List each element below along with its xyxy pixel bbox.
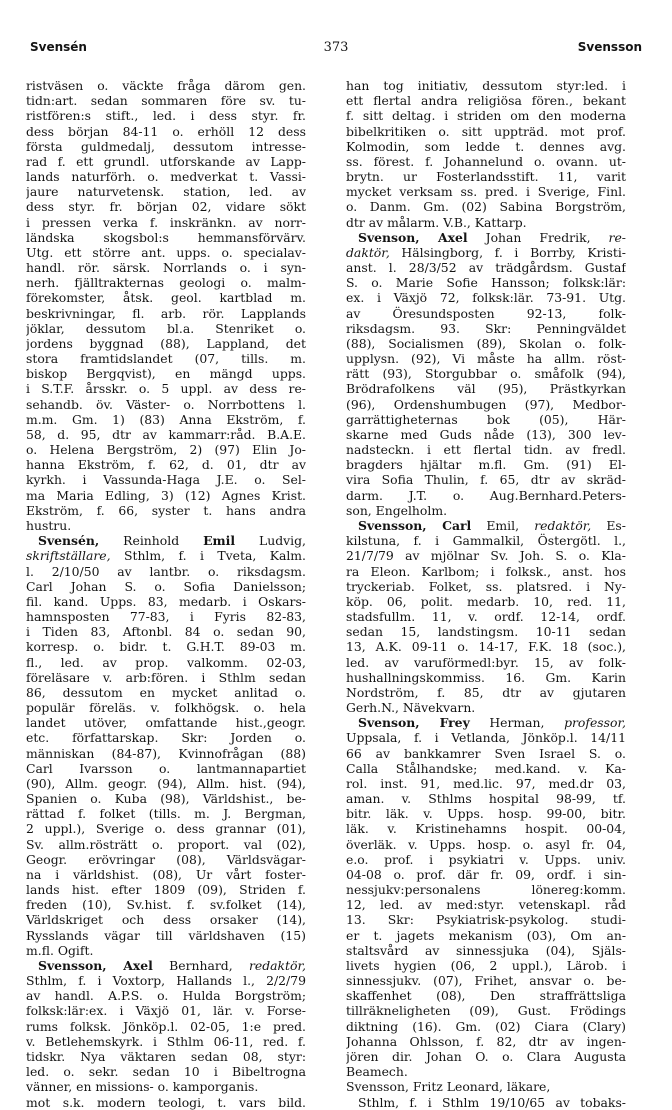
text-line: (90), Allm. geogr. (94), Allm. hist. (94), (26, 775, 306, 791)
text-line: Gerh.N., Nävekvarn. (346, 700, 476, 716)
text-line: darm. J.T. o. Aug.Bernhard.Peters- (346, 487, 626, 503)
text-line: 2 uppl.), Sverige o. dess grannar (01), (26, 821, 306, 837)
text-line: o. Danm. Gm. (02) Sabina Borgström, (346, 199, 626, 215)
entry-heading-line: Svenson, Frey Herman, professor, (358, 715, 626, 731)
text-line: brytn. ur Fosterlandsstift. 11, varit (346, 169, 626, 185)
text-line: skaffenhet (08), Den straffrättsliga (346, 988, 626, 1004)
text-line: garrättigheternas bok (05), Här- (346, 411, 626, 427)
text-line: stora framtidslandet (07, tills. m. (26, 351, 306, 367)
text-line: daktör, Hälsingborg, f. i Borrby, Kristi- (346, 244, 626, 260)
text-line: i pressen verka f. inskränkn. av norr- (26, 214, 306, 230)
text-line: Sthlm, f. i Voxtorp, Hallands l., 2/2/79 (26, 973, 306, 989)
text-line: Uppsala, f. i Vetlanda, Jönköp.l. 14/11 (346, 730, 626, 746)
text-line: sinnessjukv. (07), Frihet, ansvar o. be- (346, 973, 626, 989)
text-line: hanna Ekström, f. 62, d. 01, dtr av (26, 457, 306, 473)
text-line: av handl. A.P.S. o. Hulda Borgström; (26, 988, 306, 1004)
text-line: folksk:lär:ex. i Växjö 01, lär. v. Forse- (26, 1003, 306, 1019)
text-line: fil. kand. Upps. 83, medarb. i Oskars- (26, 593, 306, 609)
text-line: sedan 15, landstingsm. 10-11 sedan (346, 624, 626, 640)
text-line: m.m. Gm. 1) (83) Anna Ekström, f. (26, 411, 306, 427)
text-line: vira Sofia Thulin, f. 65, dtr av skräd- (346, 472, 626, 488)
text-line: diktning (16). Gm. (02) Ciara (Clary) (346, 1018, 626, 1034)
text-line: Nordström, f. 85, dtr av gjutaren (346, 684, 626, 700)
text-line: staltsvård av sinnessjuka (04), Själs- (346, 942, 626, 958)
text-line: rums folksk. Jönköp.l. 02-05, 1:e pred. (26, 1018, 306, 1034)
running-head-left: Svensén (30, 40, 87, 54)
text-line: aman. v. Sthlms hospital 98-99, tf. (346, 791, 626, 807)
text-line: o. Helena Bergström, 2) (97) Elin Jo- (26, 442, 306, 458)
page-number: 373 (323, 40, 349, 55)
left-column (26, 78, 306, 1110)
entry-heading-line: Svensén, Reinhold Emil Ludvig, (38, 533, 306, 549)
text-line: ristväsen o. väckte fråga därom gen. (26, 78, 306, 93)
text-line: dess styr. fr. början 02, vidare sökt (26, 199, 306, 215)
text-line: ländska skogsbol:s hemmansförvärv. (26, 229, 306, 245)
text-line: människan (84-87), Kvinnofrågan (88) (26, 745, 306, 761)
text-line: bibelkritiken o. sitt uppträd. mot prof. (346, 123, 626, 139)
text-line: dtr av målarm. V.B., Kattarp. (346, 214, 527, 230)
text-line: kyrkh. i Vassunda-Haga J.E. o. Sel- (26, 472, 306, 488)
text-line: hushallningskommiss. 16. Gm. Karin (346, 669, 626, 685)
text-line: er t. jagets mekanism (03), Om an- (346, 927, 626, 943)
text-line: mycket verksam ss. pred. i Sverige, Finl. (346, 184, 626, 200)
text-line: Världskriget och dess orsaker (14), (26, 912, 306, 928)
text-line: e.o. prof. i psykiatri v. Upps. univ. (346, 851, 626, 867)
text-line: vänner, en missions- o. kamporganis. (26, 1079, 259, 1095)
text-line: nadsteckn. i ett flertal tidn. av fredl. (346, 442, 626, 458)
text-line: rättad f. folket (tills. m. J. Bergman, (26, 806, 306, 822)
text-line: S. o. Marie Sofie Hansson; folksk:lär: (346, 275, 626, 291)
text-line: rol. inst. 91, med.lic. 97, med.dr 03, (346, 775, 626, 791)
text-line: ss. förest. f. Johannelund o. ovann. ut- (346, 153, 626, 169)
text-line: jaure naturvetensk. station, led. av (26, 184, 306, 200)
text-line: tidn:art. sedan sommaren före sv. tu- (26, 93, 306, 109)
text-line: upplysn. (92), Vi måste ha allm. röst- (346, 351, 626, 367)
text-line: jordens byggnad (88), Lappland, det (26, 335, 306, 351)
text-line: fl., led. av prop. valkomm. 02-03, (26, 654, 306, 670)
text-line: anst. l. 28/3/52 av trädgårdsm. Gustaf (346, 260, 626, 276)
text-line: (96), Ordenshumbugen (97), Medbor- (346, 396, 626, 412)
text-line: av Öresundsposten 92-13, folk- (346, 305, 626, 321)
text-line: nerh. fjälltrakternas geologi o. malm- (26, 275, 306, 291)
text-line: etc. författarskap. Skr: Jorden o. (26, 730, 306, 746)
text-line: första guldmedalj, dessutom intresse- (26, 138, 306, 154)
text-line: han tog initiativ, dessutom styr:led. i (346, 78, 626, 93)
text-line: handl. rör. särsk. Norrlands o. i syn- (26, 260, 306, 276)
text-line: skarne med Guds nåde (13), 300 lev- (346, 426, 626, 442)
text-line: ristfören:s stift., led. i dess styr. fr. (26, 108, 306, 124)
text-line: Ekström, f. 66, syster t. hans andra (26, 502, 306, 518)
text-line: sehandb. öv. Väster- o. Norrbottens l. (26, 396, 306, 412)
text-line: jören dir. Johan O. o. Clara Augusta (346, 1049, 626, 1064)
text-line: 21/7/79 av mjölnar Sv. Joh. S. o. Kla- (346, 548, 626, 564)
text-line: Utg. ett större ant. upps. o. specialav- (26, 244, 306, 260)
text-line: föreläsare v. arb:fören. i Sthlm sedan (26, 669, 306, 685)
entry-heading-line: Svenson, Axel Johan Fredrik, re- (358, 229, 626, 245)
text-line: Johanna Ohlsson, f. 82, dtr av ingen- (346, 1033, 626, 1049)
text-line: 66 av bankkamrer Sven Israel S. o. (346, 745, 626, 761)
text-line: stadsfullm. 11, v. ordf. 12-14, ordf. (346, 609, 626, 625)
text-line: 04-08 o. prof. där fr. 09, ordf. i sin- (346, 866, 626, 882)
text-line: rad f. ett grundl. utforskande av Lapp- (26, 153, 306, 169)
text-line: lands naturförh. o. medverkat t. Vassi- (26, 169, 306, 185)
text-line: dess början 84-11 o. erhöll 12 dess (26, 123, 306, 139)
text-line: Carl Ivarsson o. lantmannapartiet (26, 760, 306, 776)
text-line: 13, A.K. 09-11 o. 14-17, F.K. 18 (soc.), (346, 639, 626, 655)
text-line: bragders hjältar m.fl. Gm. (91) El- (346, 457, 626, 473)
text-line: na i världshist. (08), Ur vårt foster- (26, 866, 306, 882)
text-line: beskrivningar, fl. arb. rör. Lapplands (26, 305, 306, 321)
text-line: ma Maria Edling, 3) (12) Agnes Krist. (26, 487, 306, 503)
text-line: jöklar, dessutom bl.a. Stenriket o. (26, 320, 306, 336)
text-line: lands hist. efter 1809 (09), Striden f. (26, 882, 306, 898)
text-line: ex. i Växjö 72, folksk:lär. 73-91. Utg. (346, 290, 626, 306)
text-line: ra Eleon. Karlbom; i folksk., anst. hos (346, 563, 626, 579)
text-line: Beamech. (346, 1064, 408, 1080)
text-line: ett flertal andra religiösa fören., bekant (346, 93, 626, 109)
text-line: rätt (93), Storgubbar o. småfolk (94), (346, 366, 626, 382)
text-line: Rysslands vägar till världshaven (15) (26, 927, 306, 943)
text-line: läk. v. Kristinehamns hospit. 00-04, (346, 821, 626, 837)
text-line: f. sitt deltag. i striden om den moderna (346, 108, 626, 124)
text-line: i S.T.F. årsskr. o. 5 uppl. av dess re- (26, 381, 306, 397)
text-line: Geogr. erövringar (08), Världsvägar- (26, 851, 306, 867)
text-line: förekomster, åtsk. geol. kartblad m. (26, 290, 306, 306)
text-line: populär föreläs. v. folkhögsk. o. hela (26, 700, 306, 716)
text-line: led. o. sekr. sedan 10 i Bibeltrogna (26, 1064, 306, 1080)
text-line: bitr. läk. v. Upps. hosp. 99-00, bitr. (346, 806, 626, 822)
text-line: Svensson, Fritz Leonard, läkare, (346, 1079, 551, 1095)
text-line: Spanien o. Kuba (98), Världshist., be- (26, 791, 306, 807)
text-line: led. av varuförmedl:byr. 15, av folk- (346, 654, 626, 670)
text-line: Carl Johan S. o. Sofia Danielsson; (26, 578, 306, 594)
right-column (346, 78, 626, 1110)
text-line: 86, dessutom en mycket anlitad o. (26, 684, 306, 700)
text-line: 12, led. av med:styr. vetenskapl. råd (346, 897, 626, 913)
text-line: nessjukv:personalens lönereg:komm. (346, 882, 626, 898)
text-line: v. Betlehemskyrk. i Sthlm 06-11, red. f. (26, 1033, 306, 1049)
text-line: landet utöver, omfattande hist.,geogr. (26, 715, 306, 731)
text-line: biskop Bergqvist), en mängd upps. (26, 366, 306, 382)
text-line: m.fl. Ogift. (26, 942, 94, 958)
text-line: skriftställare, Sthlm, f. i Tveta, Kalm. (26, 548, 306, 564)
text-line: kilstuna, f. i Gammalkil, Östergötl. l., (346, 533, 626, 549)
text-line: i Tiden 83, Aftonbl. 84 o. sedan 90, (26, 624, 306, 640)
text-line: (88), Socialismen (89), Skolan o. folk- (346, 335, 626, 351)
text-line: riksdagsm. 93. Skr: Penningväldet (346, 320, 626, 336)
entry-heading-line: Svensson, Carl Emil, redaktör, Es- (358, 517, 626, 533)
running-head-right: Svensson (577, 40, 642, 54)
text-line: tidskr. Nya väktaren sedan 08, styr: (26, 1049, 306, 1064)
page-header (30, 40, 642, 60)
text-line: freden (10), Sv.hist. f. sv.folket (14), (26, 897, 306, 913)
text-line: tryckeriab. Folket, ss. platsred. i Ny- (346, 578, 626, 594)
text-line: hustru. (26, 517, 72, 533)
text-line: hamnsposten 77-83, i Fyris 82-83, (26, 609, 306, 625)
entry-heading-line: Sthlm, f. i Sthlm 19/10/65 av tobaks- (358, 1094, 626, 1110)
text-line: 58, d. 95, dtr av kammarr:råd. B.A.E. (26, 426, 306, 442)
text-line: Sv. allm.rösträtt o. proport. val (02), (26, 836, 306, 852)
text-line: son, Engelholm. (346, 502, 448, 518)
text-line: Brödrafolkens väl (95), Prästkyrkan (346, 381, 626, 397)
text-line: l. 2/10/50 av lantbr. o. riksdagsm. (26, 563, 306, 579)
text-line: Calla Stålhandske; med.kand. v. Ka- (346, 760, 626, 776)
text-line: 13. Skr: Psykiatrisk-psykolog. studi- (346, 912, 626, 928)
text-line: livets hygien (06, 2 uppl.), Lärob. i (346, 957, 626, 973)
entry-heading-line: Svensson, Axel Bernhard, redaktör, (38, 957, 306, 973)
text-line: Kolmodin, som ledde t. dennes avg. (346, 138, 626, 154)
text-line: mot s.k. modern teologi, t. vars bild. (26, 1094, 306, 1110)
text-line: korresp. o. bidr. t. G.H.T. 89-03 m. (26, 639, 306, 655)
text-line: köp. 06, polit. medarb. 10, red. 11, (346, 593, 626, 609)
text-line: överläk. v. Upps. hosp. o. asyl fr. 04, (346, 836, 626, 852)
text-line: tillräkneligheten (09), Gust. Frödings (346, 1003, 626, 1019)
